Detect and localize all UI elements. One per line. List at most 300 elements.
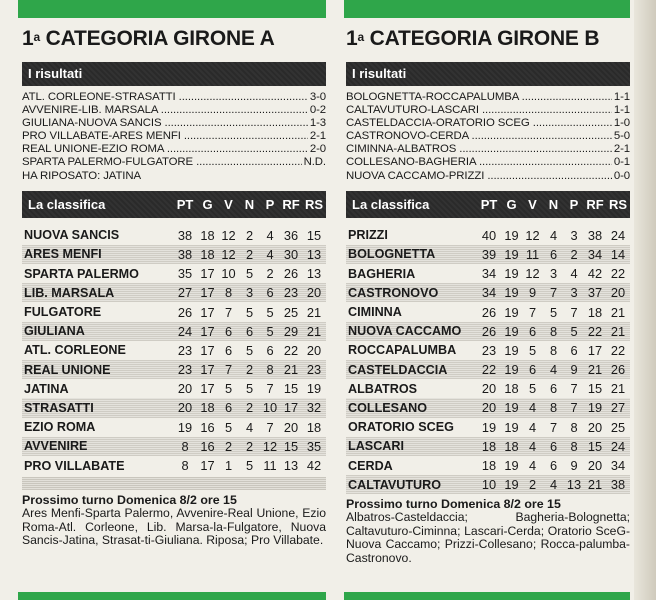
stat-pt: 35 bbox=[177, 266, 193, 282]
team-name: BAGHERIA bbox=[348, 266, 416, 281]
girone-b-next-round-body: Albatros-Casteldaccia; Bagheria-Bolognetta; Caltavuturo-Ciminna; Lascari-Cerda; Oratorio SceG-Nuova Caccamo; Prizzi-Collesano; Rocca-palumba-Castronovo. bbox=[346, 510, 630, 565]
stat-rf: 38 bbox=[587, 227, 603, 243]
table-row bbox=[346, 264, 630, 283]
stat-v: 2 bbox=[528, 477, 537, 493]
stat-rs: 20 bbox=[306, 285, 322, 301]
stat-v: 7 bbox=[224, 304, 233, 320]
table-row bbox=[22, 437, 326, 456]
stat-rf: 13 bbox=[283, 458, 299, 473]
result-teams: AVVENIRE-LIB. MARSALA ..... bbox=[22, 104, 308, 117]
stat-pt: 34 bbox=[481, 266, 497, 282]
girone-b-standings-table bbox=[346, 226, 630, 495]
standings-label: La classifica bbox=[28, 196, 106, 212]
result-score: 1-0 bbox=[613, 117, 630, 130]
stat-rf: 23 bbox=[283, 285, 299, 301]
stat-g: 19 bbox=[504, 246, 519, 262]
stat-pt: 26 bbox=[177, 304, 193, 320]
stat-rs: 19 bbox=[306, 381, 322, 397]
stat-g: 17 bbox=[200, 266, 215, 282]
stat-rs: 20 bbox=[306, 342, 322, 358]
stat-g: 17 bbox=[200, 362, 215, 378]
stat-pt: 26 bbox=[481, 304, 497, 320]
stat-g: 19 bbox=[504, 342, 519, 358]
stat-rf: 19 bbox=[587, 400, 603, 416]
stat-rs: 18 bbox=[306, 419, 322, 435]
table-row bbox=[346, 302, 630, 321]
team-name: STRASATTI bbox=[24, 400, 94, 415]
team-name: CALTAVUTURO bbox=[348, 477, 442, 492]
stat-n: 4 bbox=[549, 227, 558, 243]
table-row bbox=[346, 437, 630, 456]
table-row bbox=[346, 245, 630, 264]
stat-g: 19 bbox=[504, 362, 519, 378]
stat-p: 5 bbox=[266, 323, 274, 339]
stat-g: 19 bbox=[504, 285, 519, 301]
table-row bbox=[346, 360, 630, 379]
table-row bbox=[22, 379, 326, 398]
stat-rf: 15 bbox=[283, 438, 299, 454]
stat-p: 6 bbox=[570, 342, 578, 358]
stat-pt: 20 bbox=[177, 400, 193, 416]
stat-rs: 21 bbox=[610, 304, 626, 320]
result-row bbox=[346, 170, 630, 183]
col-rf: RF bbox=[282, 196, 300, 212]
stat-pt: 8 bbox=[181, 458, 189, 473]
result-score: 3-0 bbox=[309, 91, 326, 103]
stat-p: 7 bbox=[266, 381, 274, 397]
stat-rf: 21 bbox=[587, 477, 603, 493]
stat-v: 5 bbox=[528, 381, 537, 397]
stat-p: 7 bbox=[570, 381, 578, 397]
green-bottom-bar-right bbox=[344, 592, 630, 600]
stat-p: 7 bbox=[570, 400, 578, 416]
result-teams: CALTAVUTURO-LASCARI ..... bbox=[346, 104, 612, 117]
stat-rf: 21 bbox=[283, 362, 299, 378]
team-name: ALBATROS bbox=[348, 381, 418, 396]
stat-n: 6 bbox=[549, 458, 558, 473]
girone-b-standings-header bbox=[346, 191, 630, 218]
girone-a-standings-header bbox=[22, 191, 326, 218]
team-name: REAL UNIONE bbox=[24, 362, 111, 377]
table-row bbox=[22, 226, 326, 245]
stat-pt: 23 bbox=[177, 362, 193, 378]
stat-g: 19 bbox=[504, 419, 519, 435]
stat-n: 6 bbox=[245, 323, 254, 339]
team-name: PRIZZI bbox=[348, 228, 388, 243]
stat-p: 7 bbox=[570, 304, 578, 320]
stat-rf: 22 bbox=[283, 342, 299, 358]
result-teams: CASTRONOVO-CERDA ..... bbox=[346, 130, 612, 143]
stat-pt: 19 bbox=[177, 419, 193, 435]
stat-pt: 20 bbox=[481, 400, 497, 416]
green-top-bar-right bbox=[344, 0, 630, 18]
result-teams: ATL. CORLEONE-STRASATTI ..... bbox=[22, 91, 308, 104]
stat-g: 17 bbox=[200, 304, 215, 320]
table-row bbox=[346, 283, 630, 302]
stat-rs: 35 bbox=[306, 438, 322, 454]
stat-n: 3 bbox=[245, 285, 254, 301]
col-p: P bbox=[569, 196, 579, 212]
col-v: V bbox=[224, 196, 233, 212]
stat-n: 5 bbox=[245, 342, 254, 358]
stat-p: 6 bbox=[266, 342, 274, 358]
stat-rf: 34 bbox=[587, 246, 603, 262]
stat-rf: 30 bbox=[283, 246, 299, 262]
result-teams: NUOVA CACCAMO-PRIZZI ..... bbox=[346, 170, 612, 183]
stat-p: 8 bbox=[570, 419, 578, 435]
girone-a-results-list bbox=[22, 91, 326, 170]
stat-g: 17 bbox=[200, 381, 215, 397]
stat-rf: 18 bbox=[587, 304, 603, 320]
stat-rf: 20 bbox=[587, 458, 603, 473]
team-name: CIMINNA bbox=[348, 305, 402, 319]
stat-g: 18 bbox=[200, 400, 215, 416]
stat-rs: 34 bbox=[610, 458, 626, 473]
stat-v: 4 bbox=[528, 458, 537, 473]
girone-a-column bbox=[22, 24, 326, 547]
table-row bbox=[346, 418, 630, 437]
stat-v: 12 bbox=[221, 246, 236, 262]
stat-p: 4 bbox=[570, 266, 578, 282]
team-name: SPARTA PALERMO bbox=[24, 266, 139, 281]
result-teams: COLLESANO-BAGHERIA ..... bbox=[346, 156, 612, 169]
stat-n: 8 bbox=[549, 323, 558, 339]
girone-b-next-round-title: Prossimo turno Domenica 8/2 ore 15 bbox=[346, 497, 561, 512]
stat-rf: 20 bbox=[587, 419, 603, 435]
green-bottom-bar-left bbox=[18, 592, 326, 600]
stat-n: 8 bbox=[549, 400, 558, 416]
team-name: CERDA bbox=[348, 458, 393, 473]
stat-v: 12 bbox=[221, 227, 236, 243]
stat-g: 19 bbox=[504, 227, 519, 243]
stat-p: 3 bbox=[570, 285, 578, 301]
result-score: 2-1 bbox=[309, 130, 326, 143]
stat-n: 7 bbox=[549, 419, 558, 435]
stat-v: 5 bbox=[224, 419, 233, 435]
stat-n: 5 bbox=[245, 304, 254, 320]
stat-p: 13 bbox=[566, 477, 582, 493]
stat-pt: 27 bbox=[177, 285, 193, 301]
table-row bbox=[346, 475, 630, 494]
team-name: CASTELDACCIA bbox=[348, 362, 448, 377]
stat-v: 12 bbox=[525, 266, 540, 282]
result-row bbox=[22, 104, 326, 117]
stat-n: 2 bbox=[245, 400, 254, 416]
stat-n: 2 bbox=[245, 438, 254, 454]
stat-rf: 15 bbox=[587, 381, 603, 397]
stat-pt: 18 bbox=[481, 458, 497, 473]
stat-rs: 15 bbox=[306, 227, 322, 243]
team-name: ROCCAPALUMBA bbox=[348, 343, 457, 358]
stat-rs: 20 bbox=[610, 285, 626, 301]
stat-p: 10 bbox=[262, 400, 278, 416]
result-row bbox=[22, 130, 326, 143]
table-row bbox=[346, 322, 630, 341]
col-v: V bbox=[528, 196, 537, 212]
stat-g: 19 bbox=[504, 477, 519, 493]
stat-rs: 21 bbox=[306, 323, 322, 339]
result-score: 0-1 bbox=[613, 156, 630, 169]
stat-rs: 14 bbox=[610, 246, 626, 262]
col-n: N bbox=[244, 196, 255, 212]
result-row bbox=[22, 117, 326, 130]
stat-p: 7 bbox=[266, 419, 274, 435]
table-row bbox=[22, 456, 326, 475]
stat-n: 2 bbox=[245, 227, 254, 243]
stat-v: 7 bbox=[528, 304, 537, 320]
girone-b-results-list bbox=[346, 91, 630, 183]
stat-p: 2 bbox=[570, 246, 578, 262]
stat-rs: 38 bbox=[610, 477, 626, 493]
table-row bbox=[22, 341, 326, 360]
stat-pt: 24 bbox=[177, 323, 193, 339]
stat-g: 18 bbox=[200, 246, 215, 262]
table-row bbox=[22, 302, 326, 321]
girone-b-title: 1$^a$ CATEGORIA GIRONE B bbox=[346, 27, 600, 50]
col-g: G bbox=[202, 196, 213, 212]
stat-p: 6 bbox=[266, 285, 274, 301]
result-row bbox=[22, 156, 326, 169]
stat-n: 4 bbox=[245, 419, 254, 435]
stat-rs: 21 bbox=[306, 304, 322, 320]
stat-v: 9 bbox=[528, 285, 537, 301]
girone-b-results-header: I risultati bbox=[346, 62, 630, 86]
table-row bbox=[22, 283, 326, 302]
result-score: 0-0 bbox=[613, 169, 630, 182]
table-row bbox=[22, 418, 326, 437]
stat-n: 6 bbox=[549, 381, 558, 397]
stat-rf: 22 bbox=[587, 323, 603, 339]
result-teams: PRO VILLABATE-ARES MENFI ..... bbox=[22, 130, 308, 143]
girone-a-riposato: HA RIPOSATO: JATINA bbox=[22, 169, 141, 182]
stat-n: 7 bbox=[549, 285, 558, 301]
team-name: NUOVA CACCAMO bbox=[348, 324, 462, 339]
stat-pt: 10 bbox=[481, 477, 497, 493]
result-row bbox=[22, 91, 326, 104]
stat-rf: 20 bbox=[283, 419, 299, 435]
stat-rs: 26 bbox=[610, 362, 626, 378]
stat-p: 5 bbox=[266, 304, 274, 320]
col-rs: RS bbox=[304, 196, 324, 212]
team-name: AVVENIRE bbox=[24, 439, 88, 454]
team-name: LIB. MARSALA bbox=[24, 285, 115, 300]
result-score: 1-3 bbox=[309, 117, 326, 130]
stat-rs: 22 bbox=[610, 342, 626, 358]
result-teams: GIULIANA-NUOVA SANCIS ..... bbox=[22, 117, 308, 130]
col-p: P bbox=[265, 196, 275, 212]
girone-b-column bbox=[346, 24, 630, 565]
stat-p: 9 bbox=[570, 458, 578, 473]
result-teams: BOLOGNETTA-ROCCAPALUMBA ..... bbox=[346, 91, 612, 104]
table-row bbox=[346, 398, 630, 417]
stat-rf: 37 bbox=[587, 285, 603, 301]
result-row bbox=[346, 104, 630, 117]
stat-v: 4 bbox=[528, 438, 537, 454]
team-name: BOLOGNETTA bbox=[348, 247, 436, 262]
stat-v: 4 bbox=[528, 419, 537, 435]
team-name: LASCARI bbox=[348, 439, 404, 454]
col-rs: RS bbox=[608, 196, 628, 212]
table-row bbox=[22, 398, 326, 417]
stat-g: 16 bbox=[200, 419, 215, 435]
result-score: 2-0 bbox=[309, 143, 326, 156]
stat-rs: 27 bbox=[610, 400, 626, 416]
stat-p: 8 bbox=[266, 362, 274, 378]
stat-n: 5 bbox=[245, 458, 254, 473]
girone-a-results-header: I risultati bbox=[22, 62, 326, 86]
stat-rs: 22 bbox=[610, 266, 626, 282]
team-name: PRO VILLABATE bbox=[24, 458, 125, 473]
result-teams: REAL UNIONE-EZIO ROMA ..... bbox=[22, 143, 308, 156]
result-teams: CIMINNA-ALBATROS ..... bbox=[346, 143, 612, 156]
stat-pt: 39 bbox=[481, 246, 497, 262]
result-row bbox=[346, 156, 630, 169]
stat-rf: 17 bbox=[283, 400, 299, 416]
stat-n: 5 bbox=[245, 266, 254, 282]
team-name: FULGATORE bbox=[24, 305, 102, 319]
result-teams: CASTELDACCIA-ORATORIO SCEG ..... bbox=[346, 117, 612, 130]
stat-pt: 22 bbox=[481, 362, 497, 378]
table-row bbox=[22, 264, 326, 283]
stat-rs: 24 bbox=[610, 438, 626, 454]
stat-g: 19 bbox=[504, 400, 519, 416]
stat-rf: 15 bbox=[283, 381, 299, 397]
stat-p: 3 bbox=[570, 227, 578, 243]
table-row bbox=[346, 226, 630, 245]
col-rf: RF bbox=[586, 196, 604, 212]
green-top-bar-left bbox=[18, 0, 326, 18]
result-row bbox=[346, 91, 630, 104]
stat-pt: 34 bbox=[481, 285, 497, 301]
stat-rs: 24 bbox=[610, 227, 626, 243]
stat-v: 6 bbox=[528, 362, 537, 378]
result-score: 2-1 bbox=[613, 143, 630, 156]
stat-g: 17 bbox=[200, 323, 215, 339]
stat-n: 6 bbox=[549, 246, 558, 262]
stat-p: 9 bbox=[570, 362, 578, 378]
stat-pt: 40 bbox=[481, 227, 497, 243]
stat-pt: 20 bbox=[177, 381, 193, 397]
result-score: 5-0 bbox=[613, 130, 630, 143]
stat-rs: 13 bbox=[306, 246, 322, 262]
stat-pt: 26 bbox=[481, 323, 497, 339]
stat-rs: 25 bbox=[610, 419, 626, 435]
stat-p: 4 bbox=[266, 227, 274, 243]
team-name: ARES MENFI bbox=[24, 247, 102, 262]
result-score: 1-1 bbox=[613, 104, 630, 117]
girone-a-title: 1$^a$ CATEGORIA GIRONE A bbox=[22, 27, 275, 50]
stat-rs: 23 bbox=[306, 362, 322, 378]
stat-rs: 21 bbox=[610, 323, 626, 339]
stat-p: 5 bbox=[570, 323, 578, 339]
stat-g: 18 bbox=[504, 381, 519, 397]
stat-n: 8 bbox=[549, 342, 558, 358]
stat-n: 5 bbox=[245, 381, 254, 397]
stat-v: 12 bbox=[525, 227, 540, 243]
result-score: N.D. bbox=[303, 156, 326, 169]
stat-p: 12 bbox=[262, 438, 278, 454]
result-row bbox=[346, 130, 630, 143]
stat-v: 2 bbox=[224, 438, 233, 454]
team-name: EZIO ROMA bbox=[24, 420, 96, 435]
divider-band bbox=[22, 477, 326, 490]
stat-pt: 20 bbox=[481, 381, 497, 397]
stat-rs: 13 bbox=[306, 266, 322, 282]
stat-pt: 19 bbox=[481, 419, 497, 435]
stat-g: 17 bbox=[200, 285, 215, 301]
stat-rf: 36 bbox=[283, 227, 299, 243]
stat-rf: 29 bbox=[283, 323, 299, 339]
stat-g: 19 bbox=[504, 304, 519, 320]
stat-rs: 32 bbox=[306, 400, 322, 416]
table-row bbox=[346, 456, 630, 475]
stat-rf: 42 bbox=[587, 266, 603, 282]
stat-rs: 21 bbox=[610, 381, 626, 397]
stat-g: 17 bbox=[200, 458, 215, 473]
stat-rf: 21 bbox=[587, 362, 603, 378]
team-name: NUOVA SANCIS bbox=[24, 228, 120, 243]
stat-v: 6 bbox=[528, 323, 537, 339]
table-row bbox=[22, 360, 326, 379]
table-row bbox=[346, 379, 630, 398]
stat-n: 2 bbox=[245, 246, 254, 262]
stat-rs: 42 bbox=[306, 458, 322, 473]
stat-v: 6 bbox=[224, 400, 233, 416]
result-score: 0-2 bbox=[309, 104, 326, 117]
stat-n: 4 bbox=[549, 362, 558, 378]
team-name: ATL. CORLEONE bbox=[24, 343, 126, 358]
result-row bbox=[22, 143, 326, 156]
stat-pt: 38 bbox=[177, 246, 193, 262]
team-name: COLLESANO bbox=[348, 400, 428, 415]
stat-v: 6 bbox=[224, 323, 233, 339]
result-row bbox=[346, 117, 630, 130]
stat-rf: 15 bbox=[587, 438, 603, 454]
stat-v: 5 bbox=[224, 381, 233, 397]
result-teams: SPARTA PALERMO-FULGATORE ..... bbox=[22, 156, 302, 169]
col-pt: PT bbox=[480, 196, 498, 212]
stat-n: 5 bbox=[549, 304, 558, 320]
stat-pt: 8 bbox=[181, 438, 189, 454]
team-name: GIULIANA bbox=[24, 324, 85, 339]
col-n: N bbox=[548, 196, 559, 212]
stat-g: 19 bbox=[504, 323, 519, 339]
stat-v: 6 bbox=[224, 342, 233, 358]
stat-g: 18 bbox=[200, 227, 215, 243]
stat-v: 7 bbox=[224, 362, 233, 378]
stat-g: 19 bbox=[504, 458, 519, 473]
stat-pt: 23 bbox=[177, 342, 193, 358]
table-row bbox=[22, 322, 326, 341]
stat-n: 6 bbox=[549, 438, 558, 454]
result-score: 1-1 bbox=[613, 91, 630, 103]
stat-pt: 18 bbox=[481, 438, 497, 454]
girone-a-standings-table bbox=[22, 226, 326, 475]
table-row bbox=[346, 341, 630, 360]
stat-v: 8 bbox=[224, 285, 233, 301]
page-fold-edge bbox=[634, 0, 656, 600]
stat-n: 3 bbox=[549, 266, 558, 282]
stat-g: 19 bbox=[504, 266, 519, 282]
standings-label: La classifica bbox=[352, 196, 430, 212]
girone-a-next-round-title: Prossimo turno Domenica 8/2 ore 15 bbox=[22, 493, 237, 508]
col-pt: PT bbox=[176, 196, 194, 212]
stat-g: 17 bbox=[200, 342, 215, 358]
team-name: CASTRONOVO bbox=[348, 285, 439, 300]
stat-p: 2 bbox=[266, 266, 274, 282]
team-name: JATINA bbox=[24, 381, 69, 396]
stat-v: 4 bbox=[528, 400, 537, 416]
